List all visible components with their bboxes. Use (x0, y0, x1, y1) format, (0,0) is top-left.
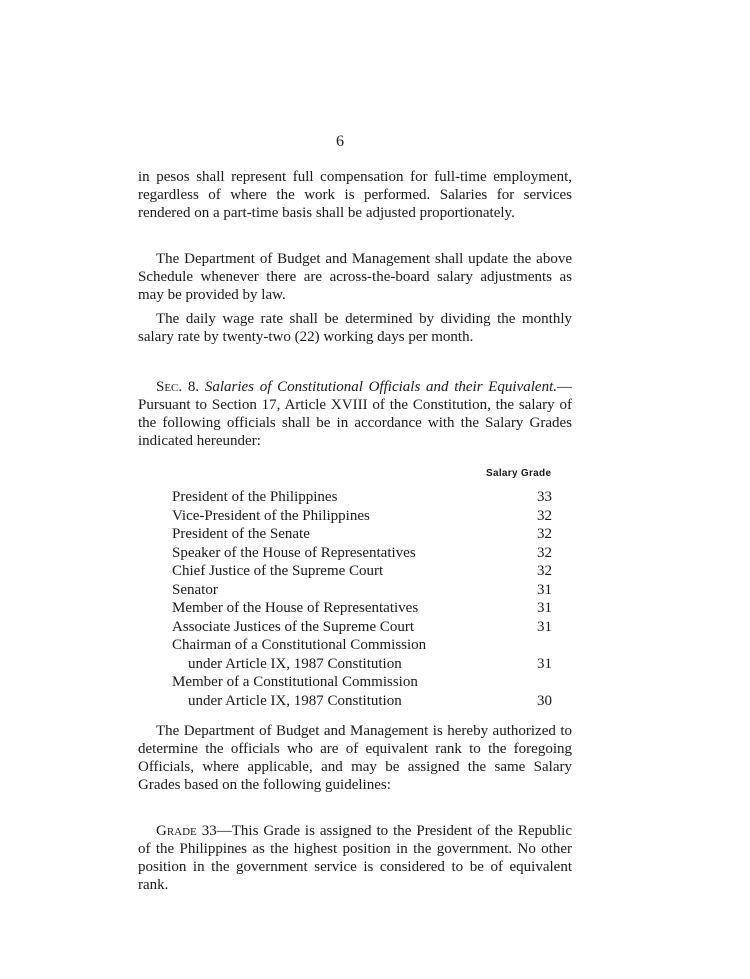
officials-table (172, 488, 552, 710)
paragraph-intro (138, 168, 572, 222)
table-row (172, 507, 552, 526)
official-grade (512, 673, 552, 692)
official-grade: 31 (537, 618, 552, 635)
official-grade: 32 (537, 507, 552, 524)
official-name: Chairman of a Constitutional Commission (172, 637, 427, 653)
salary-grade-header: Salary Grade (486, 468, 552, 479)
section-8 (138, 378, 572, 450)
official-name: President of the Philippines (172, 489, 338, 505)
section-8-label: Sec. 8. (156, 379, 200, 395)
grade-33-label: Grade 33 (156, 823, 217, 839)
official-name: Vice-President of the Philippines (172, 507, 370, 524)
official-name: President of the Senate (172, 526, 310, 542)
grade-33-paragraph (138, 822, 572, 894)
official-grade: 32 (537, 563, 552, 579)
table-row (172, 692, 552, 711)
table-row (172, 581, 552, 600)
table-row (172, 562, 552, 581)
paragraph-intro-text: in pesos shall represent full compensation for full-time employment, regardless of where the work is performed. Salaries for services rendered on a part-time basis shall be adjusted proportionately. (138, 169, 572, 221)
paragraph-dbm-authorized-text: The Department of Budget and Management is hereby authorized to determine the officials who are of equivalent rank to the foregoing Officials, where applicable, and may be assigned the same Salary Grades based on the following guidelines: (138, 723, 572, 793)
official-name: Senator (172, 581, 218, 598)
paragraph-daily-wage-text: The daily wage rate shall be determined by dividing the monthly salary rate by twenty-two (22) working days per month. (138, 311, 572, 345)
official-grade: 31 (537, 655, 552, 672)
page-number: 6 (336, 133, 344, 150)
official-grade: 33 (537, 489, 552, 505)
table-row (172, 488, 552, 507)
official-name: under Article IX, 1987 Constitution (188, 692, 402, 709)
table-row (172, 544, 552, 563)
table-row (172, 618, 552, 637)
official-grade: 31 (537, 600, 552, 616)
table-row (172, 599, 552, 618)
table-row (172, 655, 552, 674)
grade-33-text (138, 822, 572, 894)
table-row (172, 525, 552, 544)
official-grade: 30 (537, 692, 552, 709)
grade-33-body: —This Grade is assigned to the President of the Republic of the Philippines as the highest position in the government. No other position in the government service is considered to be of equivalent rank. (138, 823, 572, 893)
table-row (172, 673, 552, 692)
official-name: Member of a Constitutional Commission (172, 674, 418, 690)
official-name: Chief Justice of the Supreme Court (172, 563, 384, 579)
official-grade: 32 (537, 526, 552, 542)
paragraph-daily-wage (138, 310, 572, 346)
paragraph-dbm-update-text: The Department of Budget and Management shall update the above Schedule whenever there are across-the-board salary adjustments as may be provided by law. (138, 251, 572, 303)
official-name: Associate Justices of the Supreme Court (172, 618, 415, 635)
official-grade (512, 636, 552, 655)
official-grade: 32 (537, 544, 552, 561)
official-name: Speaker of the House of Representatives (172, 544, 416, 561)
paragraph-dbm-authorized (138, 722, 572, 794)
section-8-title: Salaries of Constitutional Officials and their Equivalent. (204, 379, 557, 395)
paragraph-dbm-update (138, 250, 572, 304)
official-name: Member of the House of Representatives (172, 600, 419, 616)
official-grade: 31 (537, 581, 552, 598)
section-8-text (138, 378, 572, 450)
section-8-body: —Pursuant to Section 17, Article XVIII of the Constitution, the salary of the following officials shall be in accordance with the Salary Grades indicated hereunder: (138, 379, 572, 449)
official-name: under Article IX, 1987 Constitution (188, 655, 402, 672)
table-row (172, 636, 552, 655)
